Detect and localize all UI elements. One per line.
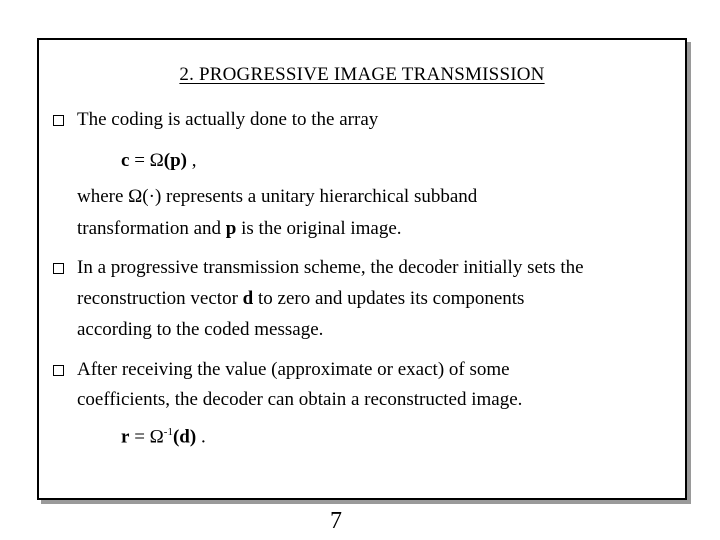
equation-r-omega: Ω — [149, 426, 164, 448]
bullet2-line1: In a progressive transmission scheme, the decoder initially sets the — [77, 257, 584, 278]
slide-title-text: 2. PROGRESSIVE IMAGE TRANSMISSION — [179, 64, 545, 85]
equation-c-arg: (p) — [163, 150, 188, 171]
bullet2-line2 — [77, 283, 524, 314]
slide-title — [39, 64, 685, 86]
bullet2-line3: according to the coded message. — [77, 319, 324, 340]
slide-frame — [37, 38, 687, 500]
bullet1-line2-text: where Ω(·) represents a unitary hierarchical subband — [77, 186, 478, 207]
bullet-square-icon — [53, 365, 64, 376]
bullet3-line1: After receiving the value (approximate or exact) of some — [77, 359, 510, 380]
page-number: 7 — [330, 508, 342, 534]
bullet1-line3-bold-p: p — [225, 218, 237, 239]
bullet3-line2: coefficients, the decoder can obtain a reconstructed image. — [77, 389, 523, 410]
bullet1-line3 — [77, 213, 402, 244]
bullet1-line3-a: transformation and — [77, 218, 226, 239]
equation-c — [121, 150, 197, 172]
bullet2-line2-bold-d: d — [242, 288, 254, 309]
equation-c-omega: Ω — [149, 150, 164, 171]
bullet1-line1: The coding is actually done to the array — [77, 109, 379, 130]
bullet-square-icon — [53, 263, 64, 274]
equation-r-superscript: -1 — [163, 426, 173, 438]
equation-c-equals: = — [129, 150, 150, 171]
bullet2-line2-a: reconstruction vector — [77, 288, 243, 309]
equation-c-lhs: c — [121, 150, 130, 171]
bullet-square-icon — [53, 115, 64, 126]
equation-r-lhs: r — [121, 426, 130, 448]
equation-r-tail: . — [196, 426, 206, 448]
bullet1-line2 — [77, 181, 477, 212]
equation-r — [121, 426, 206, 448]
bullet2-line2-c: to zero and updates its components — [253, 288, 525, 309]
bullet1-line3-c: is the original image. — [236, 218, 402, 239]
equation-c-tail: , — [187, 150, 197, 171]
equation-r-equals: = — [129, 426, 150, 448]
equation-r-arg: (d) — [172, 426, 197, 448]
